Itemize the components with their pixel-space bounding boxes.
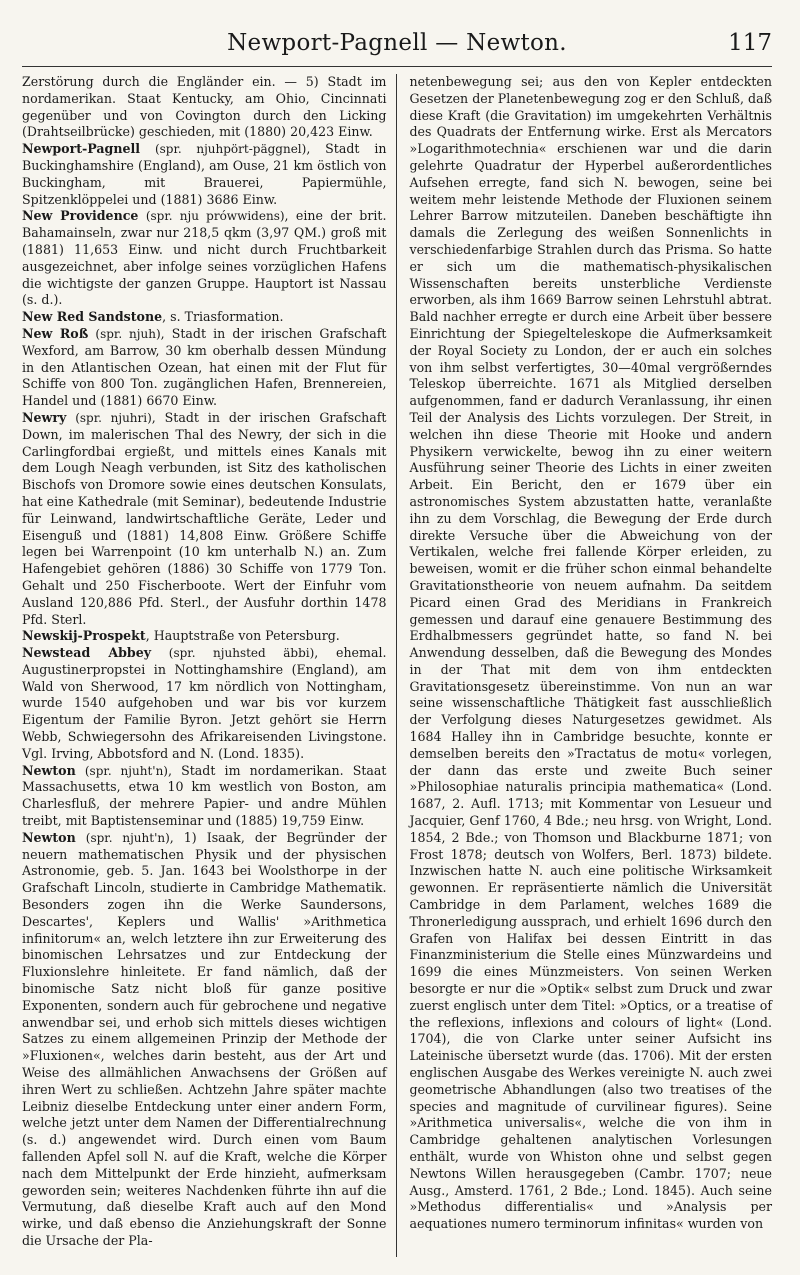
running-title: Newport-Pagnell — Newton.: [227, 30, 567, 56]
entry-text: , Hauptstraße von Petersburg.: [145, 628, 340, 644]
text-columns: [22, 74, 772, 1257]
entry-pronunciation: (spr. nju prówwidens): [145, 209, 285, 224]
dictionary-entry: [22, 74, 386, 141]
entry-text: , Stadt in Buckinghamshire (England), am Ouse, 21 km östlich von Buckingham, mit Brauerei, Papiermühle, Spitzenklöppelei und (1881) 3686 Einw.: [22, 141, 387, 207]
entry-headword: Newton: [22, 762, 76, 778]
running-header: [22, 22, 772, 67]
dictionary-entry: [22, 309, 386, 326]
entry-pronunciation: (spr. njuhpört-päggnel): [154, 142, 307, 157]
entry-text: Zerstörung durch die Engländer ein. — 5) Stadt im nordamerikan. Staat Kentucky, am Ohio, Cincinnati gegenüber und von Covington durch den Licking (Drahtseilbrücke) geschieden, mit (1880) 20,423 Einw.: [22, 74, 387, 140]
entry-pronunciation: (spr. njuhri): [75, 410, 152, 425]
entry-pronunciation: (spr. njuh): [95, 326, 161, 341]
dictionary-entry: [22, 628, 386, 645]
dictionary-entry: [22, 326, 386, 410]
entry-text: , eine der brit. Bahamainseln, zwar nur 218,5 qkm (3,97 QM.) groß mit (1881) 11,653 Einw. und nicht durch Fruchtbarkeit ausgezeichnet, aber infolge seines vorzüglichen Hafens die wichtigste der ganzen Gruppe. Hauptort ist Nassau (s. d.).: [22, 208, 387, 308]
entry-pronunciation: (spr. njuht'n): [85, 830, 170, 845]
dictionary-entry: [22, 141, 386, 208]
entry-text: , ehemal. Augustinerpropstei in Nottinghamshire (England), am Wald von Sherwood, 17 km nördlich von Nottingham, wurde 1540 aufgehoben und war bis vor kurzem Eigentum der Familie Byron. Jetzt gehört sie Herrn Webb, Schwiegersohn des Afrikareisenden Livingstone. Vgl. Irving, Abbotsford and N. (Lond. 1835).: [22, 645, 387, 761]
entry-headword: New Red Sandstone: [22, 309, 163, 325]
entry-pronunciation: (spr. njuhsted äbbi): [168, 646, 315, 661]
entry-headword: New Roß: [22, 325, 89, 341]
entry-text: , Stadt in der irischen Grafschaft Down, im malerischen Thal des Newry, der sich in die Carlingfordbai ergießt, und mittels eines Kanals mit dem Lough Neagh verbunden, ist Sitz des katholischen Bischofs von Dromore sowie eines deutschen Konsulats, hat eine Kathedrale (mit Seminar), bedeutende Industrie für Leinwand, landwirtschaftliche Geräte, Leder und Eisenguß und (1881) 14,808 Einw. Größere Schiffe legen bei Warrenpoint (10 km unterhalb N.) an. Zum Hafengebiet gehören (1886) 30 Schiffe von 1779 Ton. Gehalt und 250 Fischerboote. Wert der Einfuhr vom Ausland 120,886 Pfd. Sterl., der Ausfuhr dorthin 1478 Pfd. Sterl.: [22, 409, 387, 627]
entry-text: , 1) Isaak, der Begründer der neuern mathematischen Physik und der physischen Astronomie, geb. 5. Jan. 1643 bei Woolsthorpe in der Grafschaft Lincoln, studierte in Cambridge Mathematik. Besonders zogen ihn die Werke Saundersons, Descartes', Keplers und Wallis' »Arithmetica infinitorum« an, welch letztere ihn zur Erweiterung des binomischen Lehrsatzes und zur Entdeckung der Fluxionslehre hinleitete. Er fand nämlich, daß der binomische Satz nicht bloß für ganze positive Exponenten, sondern auch für gebrochene und negative anwendbar sei, und erhob sich mittels dieses wichtigen Satzes zu einem allgemeinen Prinzip der Methode der »Fluxionen«, welches darin besteht, aus der Art und Weise des allmählichen Anwachsens der Größen auf ihren Wert zu schließen. Achtzehn Jahre später machte Leibniz dieselbe Entdeckung unter einer andern Form, welche jetzt unter dem Namen der Differentialrechnung (s. d.) angewendet wird. Durch einen vom Baum fallenden Apfel soll N. auf die Kraft, welche die Körper nach dem Mittelpunkt der Erde hinzieht, aufmerksam geworden sein; weiteres Nachdenken führte ihn auf die Vermutung, daß dieselbe Kraft auch auf den Mond wirke, und daß ebenso die Anziehungskraft der Sonne die Ursache der Pla-: [22, 829, 387, 1248]
entry-headword: Newport-Pagnell: [22, 141, 141, 157]
right-column: [397, 74, 772, 1257]
dictionary-entry: [22, 763, 386, 830]
dictionary-entry: [22, 645, 386, 763]
dictionary-entry: [409, 74, 772, 1233]
dictionary-entry: [22, 208, 386, 309]
page-number: 117: [728, 30, 772, 56]
entry-text: netenbewegung sei; aus den von Kepler entdeckten Gesetzen der Planetenbewegung zog er den Schluß, daß diese Kraft (die Gravitation) im umgekehrten Verhältnis des Quadrats der Entfernung wirke. Erst als Mercators »Logarithmotechnia« erschienen war und die darin gelehrte Quadratur der Hyperbel außerordentliches Aufsehen erregte, fand sich N. bewogen, seine bei weitem mehr leistende Methode der Fluxionen seinem Lehrer Barrow mitzuteilen. Daneben beschäftigte ihn damals die Zerlegung des weißen Sonnenlichts in verschiedenfarbige Strahlen durch das Prisma. So hatte er sich um die mathematisch-physikalischen Wissenschaften bereits unsterbliche Verdienste erworben, als ihm 1669 Barrow seinen Lehrstuhl abtrat. Bald nachher erregte er durch eine Arbeit über bessere Einrichtung der Spiegelteleskope die Aufmerksamkeit der Royal Society zu London, der er auch ein solches von ihm selbst verfertigtes, 30—40mal vergrößerndes Teleskop überreichte. 1671 als Mitglied derselben aufgenommen, fand er dadurch Veranlassung, ihr einen Teil der Analysis des Lichts vorzulegen. Der Streit, in welchen ihn diese Theorie mit Hooke und andern Physikern verwickelte, bewog ihn zu einer weitern Ausführung seiner Theorie des Lichts in einer zweiten Arbeit. Ein Bericht, den er 1679 über ein astronomisches System abzustatten hatte, veranlaßte ihn zu dem Vorschlag, die Bewegung der Erde durch direkte Versuche über die Abweichung von der Vertikalen, welche frei fallende Körper erleiden, zu beweisen, womit er die früher schon einmal behandelte Gravitationstheorie von neuem aufnahm. Da seitdem Picard einen Grad des Meridians in Frankreich gemessen und darauf eine genauere Bestimmung des Erdhalbmessers gegründet hatte, so fand N. bei Anwendung desselben, daß die Bewegung des Mondes in der That mit dem von ihm entdeckten Gravitationsgesetz übereinstimme. Von nun an war seine wissenschaftliche Thätigkeit fast ausschließlich der Verfolgung dieses Naturgesetzes gewidmet. Als 1684 Halley ihn in Cambridge besuchte, konnte er demselben bereits den »Tractatus de motu« vorlegen, der dann das erste und zweite Buch seiner »Philosophiae naturalis principia mathematica« (Lond. 1687, 2. Aufl. 1713; mit Kommentar von Lesueur und Jacquier, Genf 1760, 4 Bde.; neu hrsg. von Wright, Lond. 1854, 2 Bde.; von Thomson und Blackburne 1871; von Frost 1878; deutsch von Wolfers, Berl. 1873) bildete. Inzwischen hatte N. auch eine politische Wirksamkeit gewonnen. Er repräsentierte nämlich die Universität Cambridge in dem Parlament, welches 1689 die Thronerledigung aussprach, und erhielt 1696 durch den Grafen von Halifax bei dessen Eintritt in das Finanzministerium die Stelle eines Münzwardeins und 1699 die eines Münzmeisters. Von seinen Werken besorgte er nur die »Optik« selbst zum Druck und zwar zuerst englisch unter dem Titel: »Optics, or a treatise of the reflexions, inflexions and colours of light« (Lond. 1704), die von Clarke unter seiner Aufsicht ins Lateinische übersetzt wurde (das. 1706). Mit der ersten englischen Ausgabe des Werkes vereinigte N. auch zwei geometrische Abhandlungen (also two treatises of the species and magnitude of curvilinear figures). Seine »Arithmetica universalis«, welche die von ihm in Cambridge gehaltenen analytischen Vorlesungen enthält, wurde von Whiston ohne und selbst gegen Newtons Willen herausgegeben (Cambr. 1707; neue Ausg., Amsterd. 1761, 2 Bde.; Lond. 1845). Auch seine »Methodus differentialis« und »Analysis per aequationes numero terminorum infinitas« wurden von: [409, 74, 772, 1232]
entry-text: , Stadt im nordamerikan. Staat Massachusetts, etwa 10 km westlich von Boston, am Charlesfluß, der mehrere Papier- und andre Mühlen treibt, mit Baptistenseminar und (1885) 19,759 Einw.: [22, 762, 387, 829]
entry-headword: Newton: [22, 829, 76, 845]
entry-headword: New Providence: [22, 208, 139, 224]
dictionary-entry: [22, 830, 386, 1250]
entry-pronunciation: (spr. njuht'n): [84, 763, 168, 778]
dictionary-entry: [22, 410, 386, 628]
entry-headword: Newstead Abbey: [22, 645, 152, 661]
entry-text: , Stadt in der irischen Grafschaft Wexford, am Barrow, 30 km oberhalb dessen Mündung in den Atlantischen Ozean, hat einen mit der Flut für Schiffe von 800 Ton. zugänglichen Hafen, Brennereien, Handel und (1881) 6670 Einw.: [22, 325, 387, 409]
left-column: [22, 74, 396, 1257]
entry-headword: Newskij-Prospekt: [22, 628, 146, 644]
entry-headword: Newry: [22, 409, 67, 425]
entry-text: , s. Triasformation.: [162, 309, 284, 325]
